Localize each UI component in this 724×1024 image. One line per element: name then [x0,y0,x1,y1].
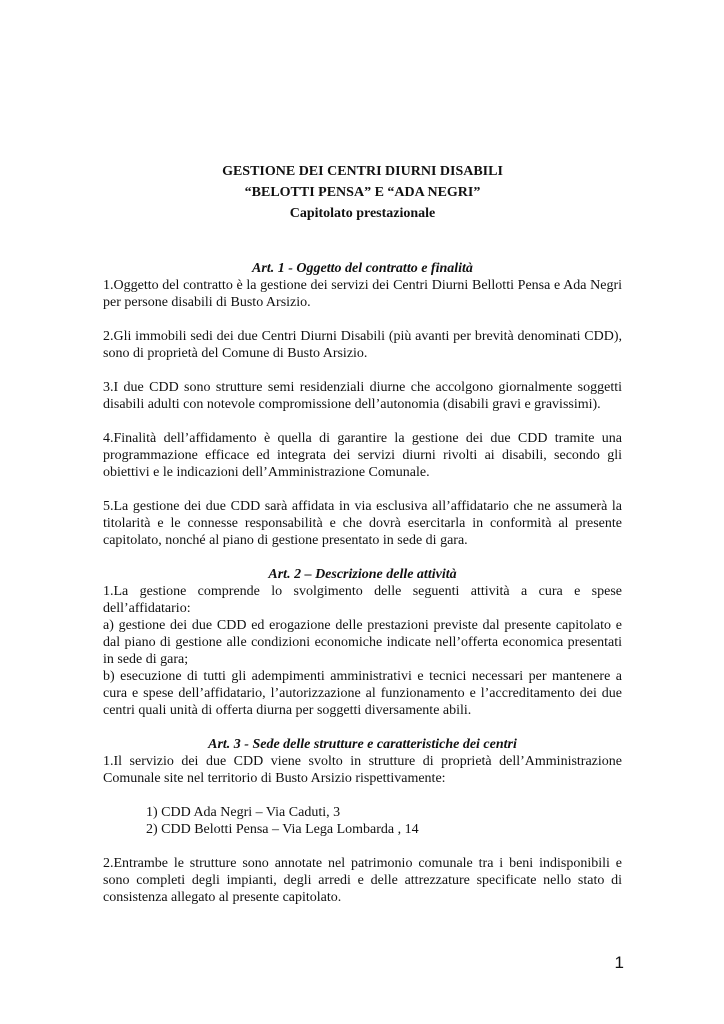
document-title-line-2: “BELOTTI PENSA” E “ADA NEGRI” [244,185,481,200]
art-2-item-a: a) gestione dei due CDD ed erogazione delle prestazioni previste dal presente capitolato e dal piano di gestione alle condizioni economiche indicate nell’offerta economica presentati in sede di gara; [103,618,622,667]
art-1-paragraph-4: 4.Finalità dell’affidamento è quella di garantire la gestione dei due CDD tramite una programmazione efficace ed integrata dei servizi diurni rivolti ai disabili, secondo gli obiettivi e le indicazioni dell’Amministrazione Comunale. [103,431,622,480]
list-item: 1) CDD Ada Negri – Via Caduti, 3 [146,805,341,820]
art-1-paragraph-1: 1.Oggetto del contratto è la gestione dei servizi dei Centri Diurni Bellotti Pensa e Ada Negri per persone disabili di Busto Arsizio. [103,278,622,310]
document-title-line-1: GESTIONE DEI CENTRI DIURNI DISABILI [222,164,503,179]
art-3-paragraph-1: 1.Il servizio dei due CDD viene svolto in strutture di proprietà dell’Amministrazione Comunale site nel territorio di Busto Arsizio rispettivamente: [103,754,622,786]
art-1-heading: Art. 1 - Oggetto del contratto e finalità [252,261,473,276]
art-3-heading: Art. 3 - Sede delle strutture e caratteristiche dei centri [208,737,517,752]
art-2-heading: Art. 2 – Descrizione delle attività [268,567,457,582]
art-3-address-list [103,804,622,838]
art-2-paragraph-1: 1.La gestione comprende lo svolgimento delle seguenti attività a cura e spese dell’affidatario: [103,584,622,616]
art-2-item-b: b) esecuzione di tutti gli adempimenti amministrativi e tecnici necessari per mantenere a cura e spese dell’affidatario, l’autorizzazione al funzionamento e l’accreditamento dei due centri quali unità di offerta diurna per soggetti diversamente abili. [103,669,622,718]
list-item: 2) CDD Belotti Pensa – Via Lega Lombarda , 14 [146,822,419,837]
art-1-paragraph-3: 3.I due CDD sono strutture semi residenziali diurne che accolgono giornalmente soggetti disabili adulti con notevole compromissione dell’autonomia (disabili gravi e gravissimi). [103,380,622,412]
page-number: 1 [614,953,624,972]
document-body [103,163,622,906]
document-subtitle: Capitolato prestazionale [289,206,436,221]
art-1-paragraph-2: 2.Gli immobili sedi dei due Centri Diurni Disabili (più avanti per brevità denominati CDD), sono di proprietà del Comune di Busto Arsizio. [103,329,622,361]
art-1-paragraph-5: 5.La gestione dei due CDD sarà affidata in via esclusiva all’affidatario che ne assumerà la titolarità e le connesse responsabilità e che dovrà esercitarla in conformità al presente capitolato, nonché al piano di gestione presentato in sede di gara. [103,499,622,548]
art-3-paragraph-2: 2.Entrambe le strutture sono annotate nel patrimonio comunale tra i beni indisponibili e sono completi degli impianti, degli arredi e delle attrezzature specificate nello stato di consistenza allegato al presente capitolato. [103,856,622,905]
